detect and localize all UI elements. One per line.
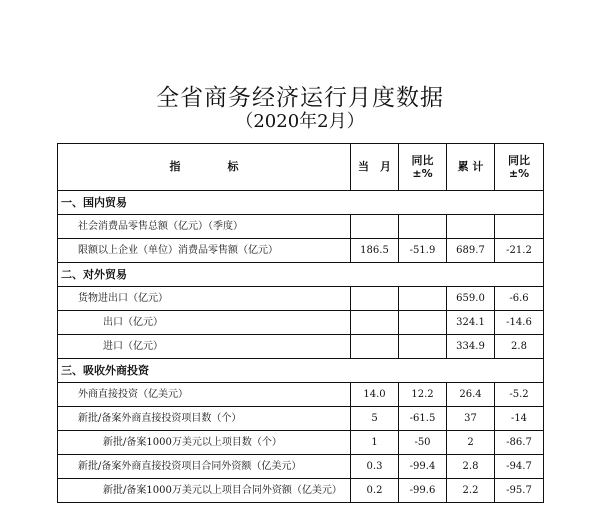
section-title: 二、对外贸易 bbox=[58, 263, 544, 287]
table-row bbox=[58, 383, 544, 407]
cell-month bbox=[351, 287, 399, 311]
page-title: 全省商务经济运行月度数据 bbox=[156, 85, 444, 111]
cell-cumulative: 26.4 bbox=[447, 383, 495, 407]
cell-month bbox=[351, 311, 399, 335]
header-cum-yoy-b: ±% bbox=[508, 167, 530, 180]
cell-month: 14.0 bbox=[351, 383, 399, 407]
section-title: 三、吸收外商投资 bbox=[58, 359, 544, 383]
header-indicator-a: 指 bbox=[169, 160, 181, 173]
cell-cumulative: 2.8 bbox=[447, 455, 495, 479]
header-cum-yoy bbox=[495, 144, 544, 191]
cell-cumulative: 2.2 bbox=[447, 479, 495, 503]
row-label: 外商直接投资（亿美元） bbox=[58, 383, 351, 407]
cell-month: 0.2 bbox=[351, 479, 399, 503]
row-label: 货物进出口（亿元） bbox=[58, 287, 351, 311]
section-title: 一、国内贸易 bbox=[58, 191, 544, 215]
row-label: 出口（亿元） bbox=[58, 311, 351, 335]
cell-cumulative: 689.7 bbox=[447, 239, 495, 263]
cell-yoy: -50 bbox=[399, 431, 447, 455]
row-label: 限额以上企业（单位）消费品零售额（亿元） bbox=[58, 239, 351, 263]
cell-cumulative: 334.9 bbox=[447, 335, 495, 359]
cell-yoy bbox=[399, 335, 447, 359]
header-cumulative: 累 计 bbox=[447, 144, 495, 191]
header-current-month: 当 月 bbox=[351, 144, 399, 191]
cell-yoy: 12.2 bbox=[399, 383, 447, 407]
cell-cum-yoy bbox=[495, 215, 544, 239]
cell-month: 0.3 bbox=[351, 455, 399, 479]
header-indicator-b: 标 bbox=[227, 160, 239, 173]
stats-table bbox=[57, 143, 544, 503]
cell-cumulative: 659.0 bbox=[447, 287, 495, 311]
header-yoy bbox=[399, 144, 447, 191]
table-row bbox=[58, 215, 544, 239]
cell-cum-yoy: -86.7 bbox=[495, 431, 544, 455]
header-row bbox=[58, 144, 544, 191]
row-label: 社会消费品零售总额（亿元）（季度） bbox=[58, 215, 351, 239]
cell-yoy: -61.5 bbox=[399, 407, 447, 431]
row-label: 进口（亿元） bbox=[58, 335, 351, 359]
header-yoy-a: 同比 bbox=[411, 154, 434, 167]
cell-yoy bbox=[399, 215, 447, 239]
table-row bbox=[58, 239, 544, 263]
page-subtitle: （2020年2月） bbox=[235, 111, 365, 132]
section-row bbox=[58, 191, 544, 215]
cell-month: 5 bbox=[351, 407, 399, 431]
cell-yoy: -99.4 bbox=[399, 455, 447, 479]
cell-cumulative bbox=[447, 215, 495, 239]
table-row bbox=[58, 311, 544, 335]
cell-yoy bbox=[399, 287, 447, 311]
section-row bbox=[58, 263, 544, 287]
table-row bbox=[58, 287, 544, 311]
header-indicator bbox=[58, 144, 351, 191]
cell-month: 186.5 bbox=[351, 239, 399, 263]
header-yoy-b: ±% bbox=[412, 167, 433, 180]
table-row bbox=[58, 479, 544, 503]
table-row bbox=[58, 407, 544, 431]
cell-month bbox=[351, 215, 399, 239]
cell-cum-yoy: -6.6 bbox=[495, 287, 544, 311]
cell-yoy bbox=[399, 311, 447, 335]
cell-month: 1 bbox=[351, 431, 399, 455]
cell-cum-yoy: -5.2 bbox=[495, 383, 544, 407]
row-label: 新批/备案外商直接投资项目合同外资额（亿美元） bbox=[58, 455, 351, 479]
table-row bbox=[58, 455, 544, 479]
cell-cum-yoy: -14 bbox=[495, 407, 544, 431]
header-cum-yoy-a: 同比 bbox=[508, 154, 530, 167]
row-label: 新批/备案外商直接投资项目数（个） bbox=[58, 407, 351, 431]
cell-cumulative: 2 bbox=[447, 431, 495, 455]
cell-cumulative: 37 bbox=[447, 407, 495, 431]
cell-cum-yoy: -14.6 bbox=[495, 311, 544, 335]
table-row bbox=[58, 431, 544, 455]
table-row bbox=[58, 335, 544, 359]
cell-month bbox=[351, 335, 399, 359]
cell-cum-yoy: -94.7 bbox=[495, 455, 544, 479]
cell-yoy: -99.6 bbox=[399, 479, 447, 503]
cell-cum-yoy: 2.8 bbox=[495, 335, 544, 359]
cell-cumulative: 324.1 bbox=[447, 311, 495, 335]
cell-cum-yoy: -21.2 bbox=[495, 239, 544, 263]
row-label: 新批/备案1000万美元以上项目数（个） bbox=[58, 431, 351, 455]
cell-yoy: -51.9 bbox=[399, 239, 447, 263]
section-row bbox=[58, 359, 544, 383]
row-label: 新批/备案1000万美元以上项目合同外资额（亿美元） bbox=[58, 479, 351, 503]
cell-cum-yoy: -95.7 bbox=[495, 479, 544, 503]
